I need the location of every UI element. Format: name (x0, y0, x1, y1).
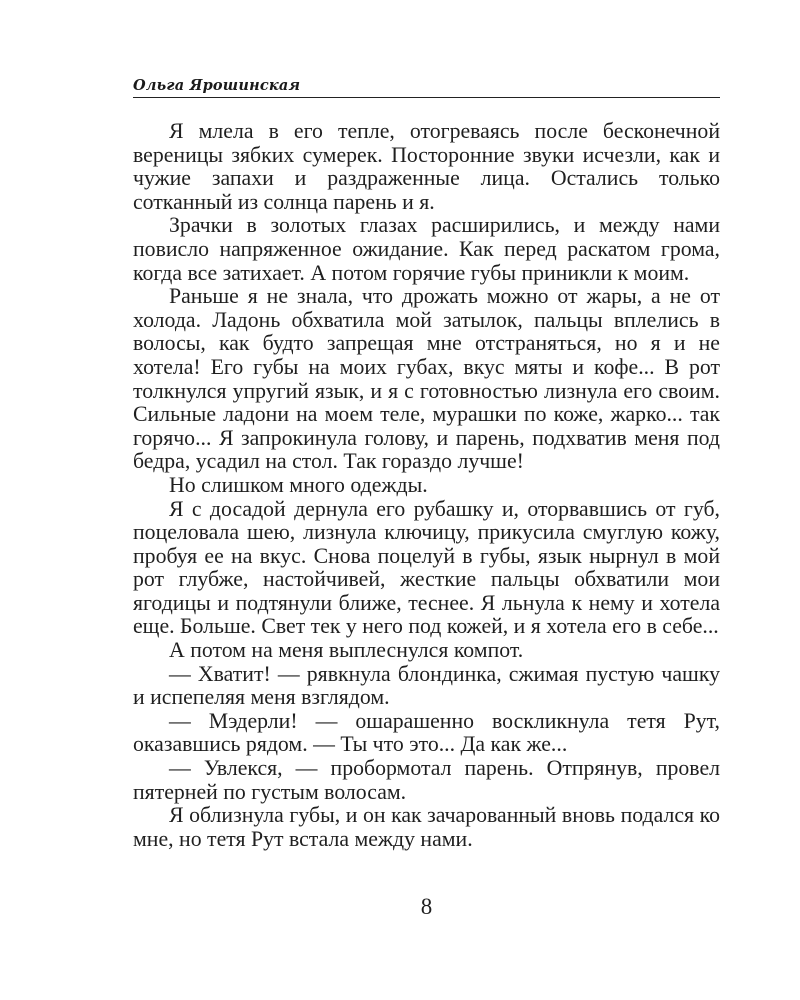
running-head-author: Ольга Ярошинская (133, 77, 301, 94)
paragraph: А потом на меня выплеснулся компот. (169, 638, 524, 663)
dialogue-paragraph: — Хватит! — рявкнула блондинка, сжимая пустую чашку и испепеляя меня взглядом. (133, 661, 720, 710)
paragraph: Зрачки в золотых глазах расширились, и между нами повисло напряженное ожидание. Как перед раскатом грома, когда все затихает. А потом горячие губы приникли к моим. (133, 213, 720, 285)
paragraph: Я млела в его тепле, отогреваясь после бесконечной вереницы зябких сумерек. Посторонние звуки исчезли, как и чужие запахи и раздраженные лица. Остались только сотканный из солнца парень и я. (133, 119, 720, 214)
dialogue-paragraph: — Увлекся, — пробормотал парень. Отпрянув, провел пятерней по густым волосам. (133, 756, 720, 804)
book-page (133, 76, 720, 976)
header-rule (133, 97, 720, 98)
dialogue-paragraph: — Мэдерли! — ошарашенно воскликнула тетя Рут, оказавшись рядом. — Ты что это... Да как же... (133, 708, 720, 757)
paragraph: Но слишком много одежды. (169, 472, 428, 497)
paragraph: Я облизнула губы, и он как зачарованный вновь подался ко мне, но тетя Рут встала между нами. (133, 803, 720, 851)
body-text (133, 120, 720, 851)
page-number: 8 (420, 894, 433, 919)
paragraph: Раньше я не знала, что дрожать можно от жары, а не от холода. Ладонь обхватила мой затылок, пальцы вплелись в волосы, как будто запрещая мне отстраняться, но я и не хотела! Его губы на моих губах, вкус мяты и кофе... В рот толкнулся упругий язык, и я с готовностью лизнула его своим. Сильные ладони на моем теле, мурашки по коже, жарко... так горячо... Я запрокинула голову, и парень, подхватив меня под бедра, усадил на стол. Так гораздо лучше! (133, 284, 720, 474)
paragraph: Я с досадой дернула его рубашку и, оторвавшись от губ, поцеловала шею, лизнула ключицу, прикусила смуглую кожу, пробуя ее на вкус. Снова поцелуй в губы, язык нырнул в мой рот глубже, настойчивей, жесткие пальцы обхватили мои ягодицы и подтянули ближе, теснее. Я льнула к нему и хотела еще. Больше. Свет тек у него под кожей, и я хотела его в себе... (133, 496, 720, 639)
